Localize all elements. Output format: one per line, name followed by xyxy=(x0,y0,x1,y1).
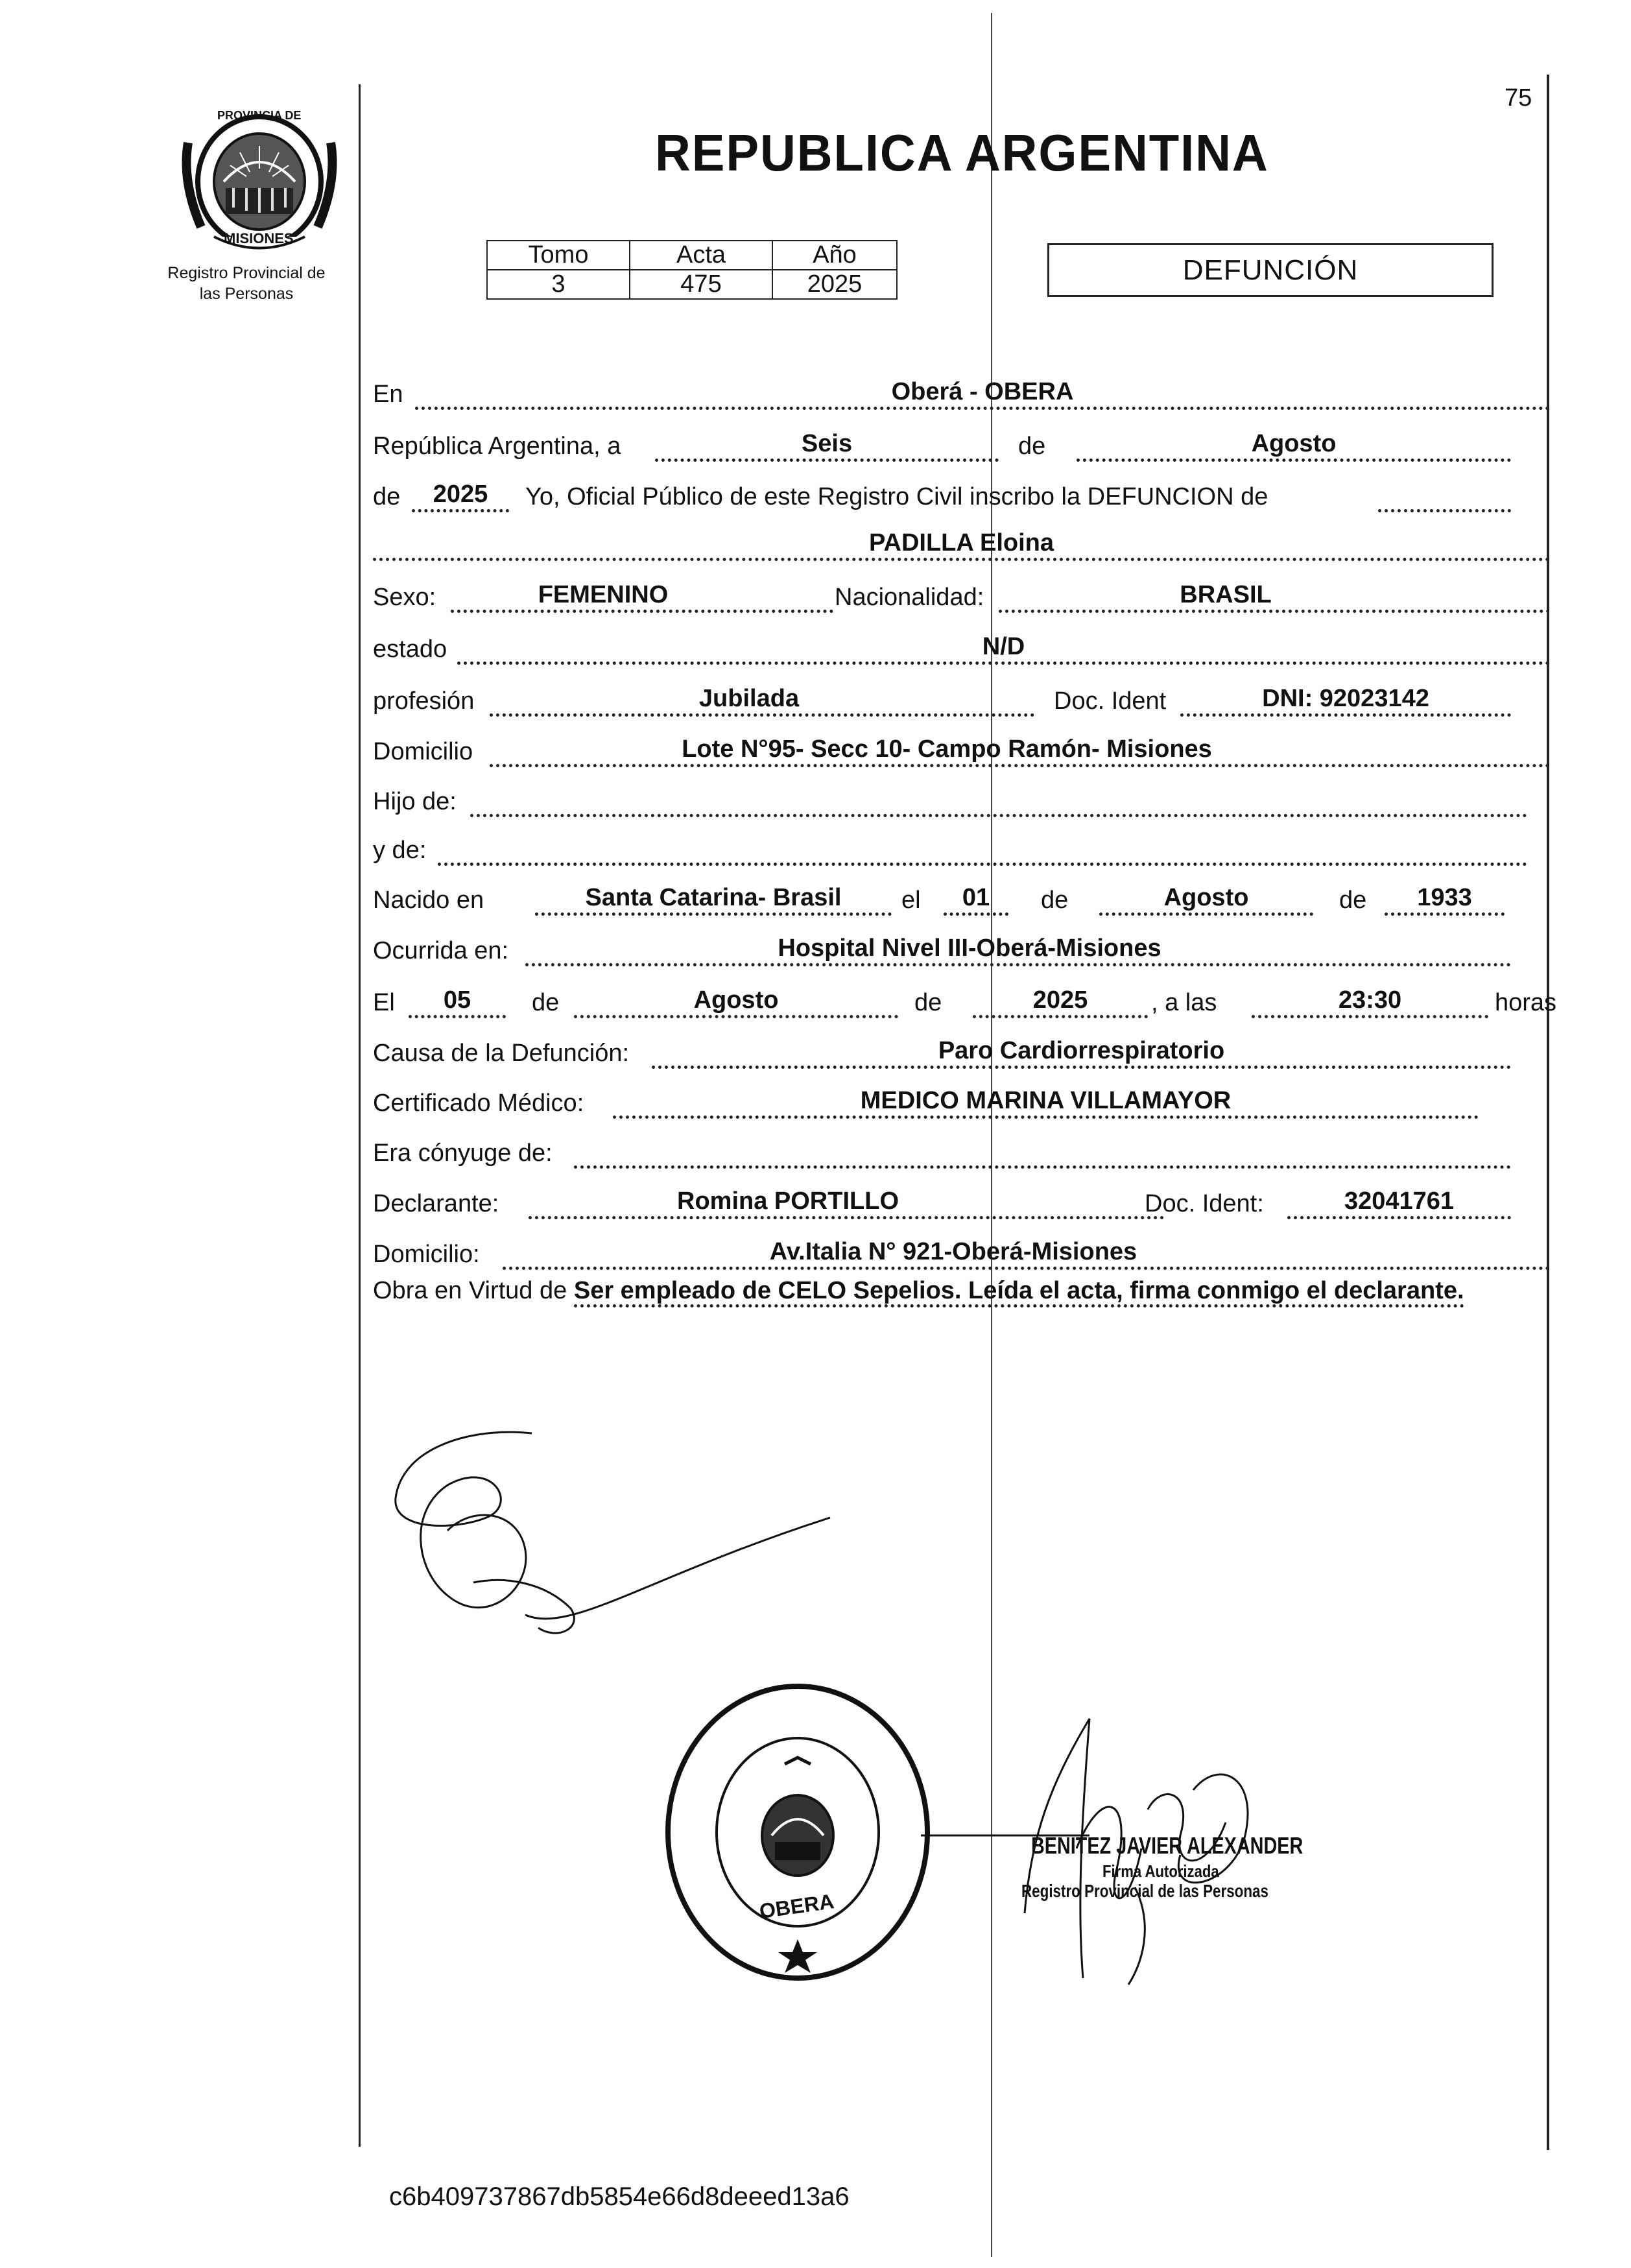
row-date xyxy=(373,429,1550,462)
row-certificado xyxy=(373,1086,1550,1119)
value-nacido: Santa Catarina- Brasil xyxy=(585,884,842,911)
row-en xyxy=(373,377,1550,410)
label-declarante: Declarante: xyxy=(373,1190,499,1217)
field-inscribe-tail-line xyxy=(1378,479,1511,512)
row-domicilio xyxy=(373,735,1550,767)
value-death-time: 23:30 xyxy=(1338,986,1402,1014)
value-sexo: FEMENINO xyxy=(538,581,669,608)
value-nacionalidad: BRASIL xyxy=(1180,581,1272,608)
registry-name-line-2: las Personas xyxy=(199,285,294,303)
value-tomo: 3 xyxy=(487,270,630,299)
document-hash: c6b409737867db5854e66d8deeed13a6 xyxy=(389,2182,850,2211)
header-anio: Año xyxy=(772,241,897,270)
value-en: Oberá - OBERA xyxy=(891,378,1074,405)
field-conyuge-line xyxy=(574,1136,1511,1169)
registrar-role: Firma Autorizada xyxy=(1102,1861,1219,1881)
value-causa: Paro Cardiorrespiratorio xyxy=(938,1037,1225,1064)
value-anio: 2025 xyxy=(772,270,897,299)
label-horas: horas xyxy=(1495,989,1557,1016)
value-declarante: Romina PORTILLO xyxy=(677,1188,899,1215)
row-death-date xyxy=(373,986,1557,1018)
value-day-words: Seis xyxy=(801,430,853,457)
row-ocurrida xyxy=(373,934,1550,966)
value-birth-year: 1933 xyxy=(1417,884,1472,911)
value-domicilio-2: Av.Italia N° 921-Oberá-Misiones xyxy=(769,1238,1137,1265)
value-death-month: Agosto xyxy=(693,986,779,1014)
seal-inner-text: OBERA xyxy=(757,1889,836,1923)
label-nacido: Nacido en xyxy=(373,887,484,914)
value-death-day: 05 xyxy=(443,986,471,1014)
inscribe-text: Yo, Oficial Público de este Registro Civil inscribo la DEFUNCION de xyxy=(525,483,1268,510)
label-doc-ident: Doc. Ident xyxy=(1054,687,1167,715)
row-declarante xyxy=(373,1187,1550,1219)
value-birth-month: Agosto xyxy=(1163,884,1249,911)
label-y-de: y de: xyxy=(373,837,427,864)
label-de-death-month: de xyxy=(532,989,560,1016)
value-profesion: Jubilada xyxy=(698,685,800,712)
label-el: el xyxy=(901,887,921,914)
field-y-de-line xyxy=(438,833,1527,866)
value-deceased-name: PADILLA Eloina xyxy=(869,529,1054,556)
label-obra: Obra en Virtud de xyxy=(373,1277,567,1304)
label-de-month: de xyxy=(1018,433,1046,460)
page-number: 75 xyxy=(1505,84,1532,112)
label-estado: estado xyxy=(373,636,447,663)
label-en: En xyxy=(373,381,403,408)
row-sexo xyxy=(373,580,1550,613)
value-ocurrida: Hospital Nivel III-Oberá-Misiones xyxy=(778,935,1161,962)
row-hijo xyxy=(373,785,1550,817)
header-acta: Acta xyxy=(630,241,772,270)
value-year: 2025 xyxy=(433,481,488,508)
record-table-header-row xyxy=(487,241,897,270)
label-nacionalidad: Nacionalidad: xyxy=(835,584,984,611)
label-de-death-year: de xyxy=(914,989,942,1016)
value-estado: N/D xyxy=(982,633,1025,660)
header-tomo: Tomo xyxy=(487,241,630,270)
obra-en-virtud-paragraph xyxy=(373,1274,1550,1307)
official-seal-stamp xyxy=(661,1680,934,1985)
value-domicilio: Lote N°95- Secc 10- Campo Ramón- Misiones xyxy=(682,735,1212,763)
crest-text-bottom: MISIONES xyxy=(224,230,294,246)
row-inscribe xyxy=(373,480,1550,512)
label-conyuge: Era cónyuge de: xyxy=(373,1140,553,1167)
label-domicilio: Domicilio xyxy=(373,738,473,765)
value-doc-ident-2: 32041761 xyxy=(1344,1188,1455,1215)
row-estado xyxy=(373,632,1550,665)
label-republica: República Argentina, a xyxy=(373,433,621,460)
label-profesion: profesión xyxy=(373,687,475,715)
label-a-las: , a las xyxy=(1151,989,1217,1016)
label-el-cap: El xyxy=(373,989,395,1016)
label-domicilio-2: Domicilio: xyxy=(373,1241,480,1268)
value-doc-ident: DNI: 92023142 xyxy=(1262,685,1429,712)
label-de-birth-month: de xyxy=(1041,887,1069,914)
value-month: Agosto xyxy=(1251,430,1337,457)
declarant-signature xyxy=(376,1420,843,1680)
label-de-birth-year: de xyxy=(1339,887,1367,914)
row-deceased-name xyxy=(373,529,1550,561)
label-causa: Causa de la Defunción: xyxy=(373,1040,630,1067)
record-table-value-row xyxy=(487,270,897,299)
record-type-box: DEFUNCIÓN xyxy=(1047,243,1494,297)
row-causa xyxy=(373,1036,1550,1069)
registry-name xyxy=(149,263,344,304)
row-y-de xyxy=(373,833,1550,866)
value-acta: 475 xyxy=(630,270,772,299)
record-number-table xyxy=(486,240,898,300)
value-obra: Ser empleado de CELO Sepelios. Leída el acta, firma conmigo el declarante. xyxy=(574,1277,1464,1307)
label-doc-ident-2: Doc. Ident: xyxy=(1145,1190,1264,1217)
label-ocurrida: Ocurrida en: xyxy=(373,937,509,964)
label-hijo: Hijo de: xyxy=(373,788,457,815)
registrar-name: BENITEZ JAVIER ALEXANDER xyxy=(1031,1832,1304,1859)
value-certificado: MEDICO MARINA VILLAMAYOR xyxy=(860,1087,1232,1114)
row-conyuge xyxy=(373,1136,1550,1169)
value-death-year: 2025 xyxy=(1032,986,1088,1014)
field-hijo-line xyxy=(470,784,1527,817)
registry-name-line-1: Registro Provincial de xyxy=(167,264,326,282)
row-profesion xyxy=(373,684,1550,717)
row-nacido xyxy=(373,883,1550,916)
label-sexo: Sexo: xyxy=(373,584,436,611)
left-margin-line xyxy=(359,84,361,2147)
label-de-year: de xyxy=(373,483,401,510)
registrar-organization: Registro Provincial de las Personas xyxy=(1021,1881,1268,1901)
document-title: REPUBLICA ARGENTINA xyxy=(655,124,1269,182)
crest-text-top: PROVINCIA DE xyxy=(217,109,302,122)
label-certificado: Certificado Médico: xyxy=(373,1090,584,1117)
row-domicilio-2 xyxy=(373,1237,1550,1270)
value-birth-day: 01 xyxy=(962,884,990,911)
